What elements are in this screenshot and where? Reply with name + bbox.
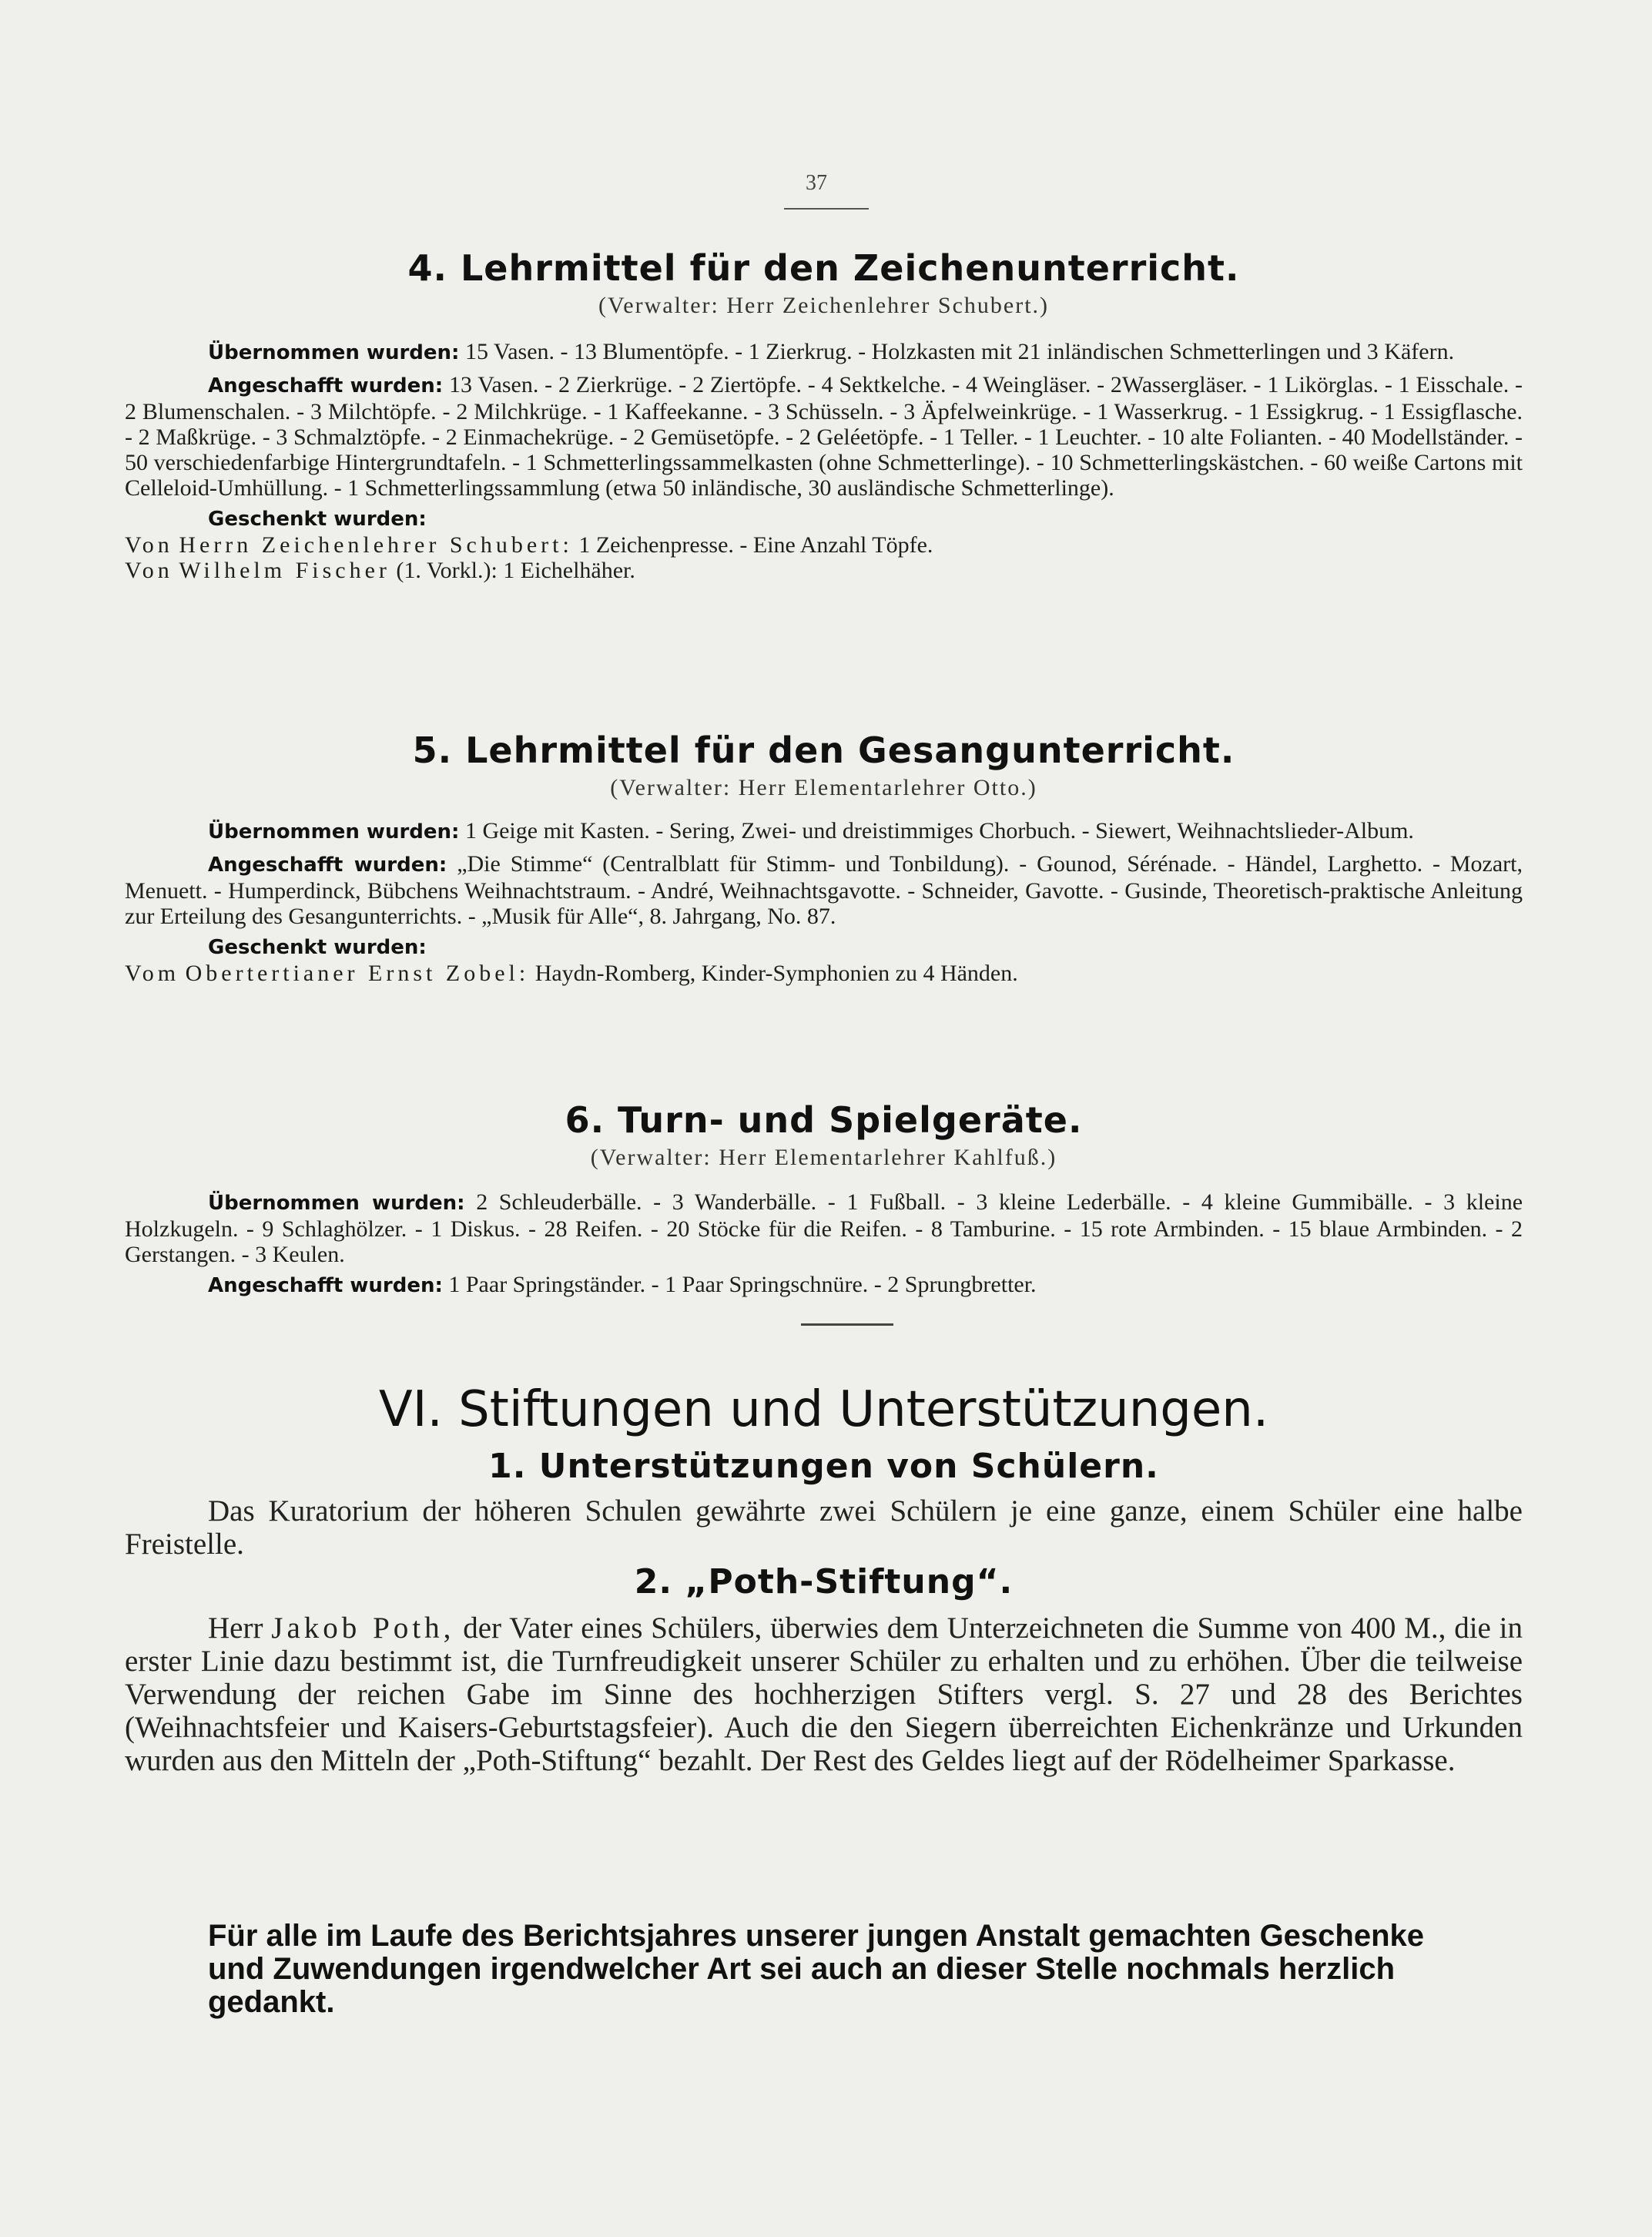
subsection-2-heading: 2. „Poth-Stiftung“.: [634, 1562, 1014, 1601]
subsection-2-text: Herr Jakob Poth, der Vater eines Schülers, überwies dem Unterzeichneten die Summe von 400 M., die in erster Linie dazu bestimmt ist, die Turnfreudigkeit unserer Schüler zu erhalten und zu erhöhen. Über die teilweise Verwendung der reichen Gabe im Sinne des hochherzigen Stifters vergl. S. 27 und 28 des Berichtes (Weihnachtsfeier und Kaisers-Geburtstagsfeier). Auch die den Siegern überreichten Eichenkränze und Urkunden wurden aus den Mitteln der „Poth-Stiftung“ bezahlt. Der Rest des Geldes liegt auf der Rödelheimer Sparkasse.: [125, 1612, 1523, 1777]
section-5-gifted: Geschenkt wurden:: [208, 936, 427, 959]
section-4-admin: (Verwalter: Herr Zeichenlehrer Schubert.): [598, 293, 1050, 318]
taken-over-text: 15 Vasen. - 13 Blumentöpfe. - 1 Zierkrug. - Holzkasten mit 21 inländischen Schmetterlingen und 3 Käfern.: [464, 339, 1455, 364]
section-5: [125, 727, 1523, 986]
section-4-heading: 4. Lehrmittel für den Zeichenunterricht.: [407, 247, 1240, 289]
donor-name: Wilhelm Fischer: [179, 558, 390, 583]
page-number-rule: [784, 208, 869, 210]
section-4: [125, 245, 1523, 583]
subsection-1-heading: 1. Unterstützungen von Schülern.: [488, 1447, 1159, 1486]
section-separator: [801, 1323, 893, 1326]
section-5-admin: (Verwalter: Herr Elementarlehrer Otto.): [610, 775, 1037, 800]
gifted-label: Geschenkt wurden:: [208, 508, 427, 531]
subsection-1-text: Das Kuratorium der höheren Schulen gewährte zwei Schülern je eine ganze, einem Schüler eine halbe Freistelle.: [125, 1494, 1523, 1561]
purchased-label: Angeschafft wurden:: [208, 374, 444, 397]
section-5-taken-over: Übernommen wurden: 1 Geige mit Kasten. - Sering, Zwei- und dreistimmiges Chorbuch. - Siewert, Weihnachtslieder-Album.: [208, 818, 1414, 843]
section-4-taken-over: [125, 339, 1523, 366]
section-6-taken-over: Übernommen wurden: 2 Schleuderbälle. - 3 Wanderbälle. - 1 Fußball. - 3 kleine Lederbälle. - 4 kleine Gummibälle. - 3 kleine Holzkugeln. - 9 Schlaghölzer. - 1 Diskus. - 28 Reifen. - 20 Stöcke für die Reifen. - 8 Tamburine. - 15 rote Armbinden. - 15 blaue Armbinden. - 2 Gerstangen. - 3 Keulen.: [125, 1189, 1523, 1267]
taken-over-label: Übernommen wurden:: [208, 341, 460, 364]
section-vi-heading: VI. Stiftungen und Unterstützungen.: [378, 1381, 1269, 1438]
section-4-gift-1: Von Herrn Zeichenlehrer Schubert: 1 Zeichenpresse. - Eine Anzahl Töpfe.: [125, 532, 933, 558]
section-6-purchased: Angeschafft wurden: 1 Paar Springständer. - 1 Paar Springschnüre. - 2 Sprungbretter.: [208, 1272, 1037, 1297]
section-5-heading: 5. Lehrmittel für den Gesangunterricht.: [412, 729, 1235, 771]
section-6-admin: (Verwalter: Herr Elementarlehrer Kahlfuß.): [590, 1145, 1057, 1170]
section-vi: [125, 1379, 1523, 1777]
section-4-gift-2: Von Wilhelm Fischer (1. Vorkl.): 1 Eichelhäher.: [125, 558, 635, 583]
section-6-heading: 6. Turn- und Spielgeräte.: [565, 1099, 1083, 1141]
donor-name: Herrn Zeichenlehrer Schubert:: [179, 532, 573, 558]
section-5-gift-1: Vom Obertertianer Ernst Zobel: Haydn-Romberg, Kinder-Symphonien zu 4 Händen.: [125, 961, 1018, 986]
section-4-gifted: [125, 505, 1523, 532]
donor-name: Obertertianer Ernst Zobel:: [185, 961, 530, 986]
section-4-purchased: [125, 372, 1523, 501]
closing-thanks: Für alle im Laufe des Berichtsjahres unserer jungen Anstalt gemachten Geschenke und Zuwendungen irgendwelcher Art sei auch an dieser Stelle nochmals herzlich gedankt.: [208, 1919, 1425, 2019]
section-5-purchased: Angeschafft wurden: „Die Stimme“ (Centralblatt für Stimm- und Tonbildung). - Gounod, Sérénade. - Händel, Larghetto. - Mozart, Menuett. - Humperdinck, Bübchens Weihnachtstraum. - André, Weihnachtsgavotte. - Schneider, Gavotte. - Gusinde, Theoretisch-praktische Anleitung zur Erteilung des Gesangunterrichts. - „Musik für Alle“, 8. Jahrgang, No. 87.: [125, 851, 1523, 929]
purchased-text: 13 Vasen. - 2 Zierkrüge. - 2 Ziertöpfe. - 4 Sektkelche. - 4 Weingläser. - 2Wassergläser. - 1 Likörglas. - 1 Eisschale. - 2 Blumenschalen. - 3 Milchtöpfe. - 2 Milchkrüge. - 1 Kaffeekanne. - 3 Schüsseln. - 3 Äpfelweinkrüge. - 1 Wasserkrug. - 1 Essigkrug. - 1 Essigflasche. - 2 Maßkrüge. - 3 Schmalztöpfe. - 2 Einmachekrüge. - 2 Gemüsetöpfe. - 2 Geléetöpfe. - 1 Teller. - 1 Leuchter. - 10 alte Folianten. - 40 Modellständer. - 50 verschiedenfarbige Hintergrundtafeln. - 1 Schmetterlingssammelkasten (ohne Schmetterlinge). - 10 Schmetterlingskästchen. - 60 weiße Cartons mit Celleloid-Umhüllung. - 1 Schmetterlingssammlung (etwa 50 inländische, 30 ausländische Schmetterlinge).: [125, 372, 1523, 501]
section-6: [125, 1097, 1523, 1299]
page-number: 37: [806, 171, 827, 195]
donor-name: Jakob Poth,: [271, 1612, 455, 1645]
